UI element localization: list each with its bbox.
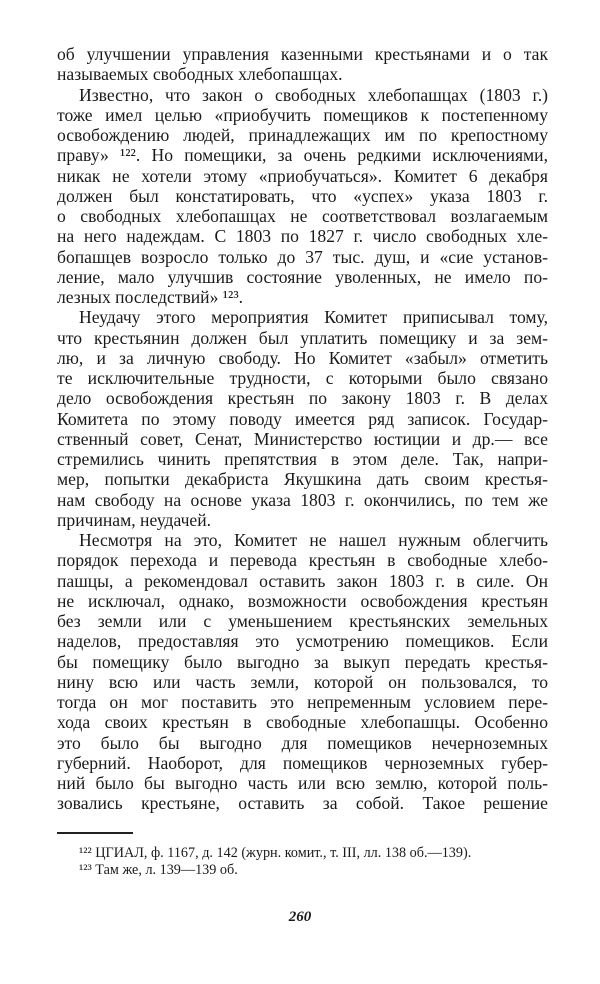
- text-line: это было бы выгодно для помещиков нечерноземных: [57, 732, 548, 753]
- text-line: должен был констатировать, что «успех» указа 1803 г.: [57, 185, 548, 206]
- text-line: без земли или с уменьшением крестьянских земельных: [57, 611, 548, 631]
- text-line: бопашцев возросло только до 37 тыс. душ, и «сие установ-: [57, 246, 548, 267]
- text-line: зовались крестьяне, оставить за собой. Такое решение: [57, 793, 548, 814]
- text-line: тогда он мог поставить это непременным условием пере-: [57, 692, 548, 712]
- text-line: дело освобождения крестьян по закону 1803 г. В делах: [57, 388, 548, 409]
- text-line: порядок перехода и перевода крестьян в свободные хлебо-: [57, 550, 548, 571]
- text-line: Известно, что закон о свободных хлебопашцах (1803 г.): [79, 84, 548, 105]
- text-line: лезных последствий» ¹²³.: [57, 287, 244, 307]
- text-line: пашцы, а рекомендовал оставить закон 1803 г. в силе. Он: [57, 570, 548, 591]
- text-line: нам свободу на основе указа 1803 г. окончились, по тем же: [57, 489, 548, 510]
- text-line: нину всю или часть земли, которой он пользовался, то: [57, 671, 548, 692]
- text-line: причинам, неудачей.: [57, 509, 212, 530]
- text-line: Комитета по этому поводу имеется ряд записок. Государ-: [57, 408, 548, 429]
- text-line: стремились чинить препятствия в этом деле. Так, напри-: [57, 449, 548, 469]
- text-line: ний было бы выгодно часть или всю землю, которой поль-: [57, 773, 548, 793]
- text-line: хода своих крестьян в свободные хлебопашцы. Особенно: [57, 712, 548, 733]
- text-line: тоже имел целью «приобучить помещиков к постепенному: [57, 104, 548, 125]
- text-line: освобождению людей, принадлежащих им по крепостному: [57, 125, 548, 145]
- text-line: Несмотря на это, Комитет не нашел нужным облегчить: [79, 530, 548, 550]
- text-line: лю, и за личную свободу. Но Комитет «забыл» отметить: [57, 347, 548, 368]
- text-line: наделов, предоставляя это усмотрению помещиков. Если: [57, 631, 548, 652]
- text-line: губерний. Наоборот, для помещиков черноземных губер-: [57, 752, 548, 773]
- text-line: называемых свободных хлебопашцах.: [57, 64, 343, 85]
- body-text: [57, 44, 548, 814]
- text-line: бы помещику было выгодно за выкуп передать крестья-: [57, 651, 548, 672]
- text-line: на него надеждам. С 1803 по 1827 г. число свободных хле-: [57, 226, 548, 247]
- text-line: не исключал, однако, возможности освобождения крестьян: [57, 590, 548, 611]
- footnotes: [57, 845, 548, 878]
- text-line: праву» ¹²². Но помещики, за очень редкими исключениями,: [57, 145, 548, 166]
- footnote: ¹²³ Там же, л. 139—139 об.: [79, 861, 238, 878]
- text-line: о свободных хлебопашцах не соответствовал возлагаемым: [57, 206, 548, 226]
- page-number: 260: [288, 909, 312, 925]
- text-line: об улучшении управления казенными крестьянами и о так: [57, 44, 548, 64]
- text-line: ление, мало улучшив состояние уволенных, не имело по-: [57, 266, 548, 287]
- text-line: ственный совет, Сенат, Министерство юстиции и др.— все: [57, 428, 548, 449]
- footnote: ¹²² ЦГИАЛ, ф. 1167, д. 142 (журн. комит., т. III, лл. 138 об.—139).: [79, 845, 472, 861]
- text-line: никак не хотели этому «приобучаться». Комитет 6 декабря: [57, 165, 548, 186]
- footnote-divider: [57, 832, 133, 834]
- text-line: Неудачу этого мероприятия Комитет приписывал тому,: [79, 307, 548, 328]
- text-line: что крестьянин должен был уплатить помещику и за зем-: [57, 327, 548, 348]
- text-line: те исключительные трудности, с которыми было связано: [57, 368, 548, 388]
- text-line: мер, попытки декабриста Якушкина дать своим крестья-: [57, 469, 548, 490]
